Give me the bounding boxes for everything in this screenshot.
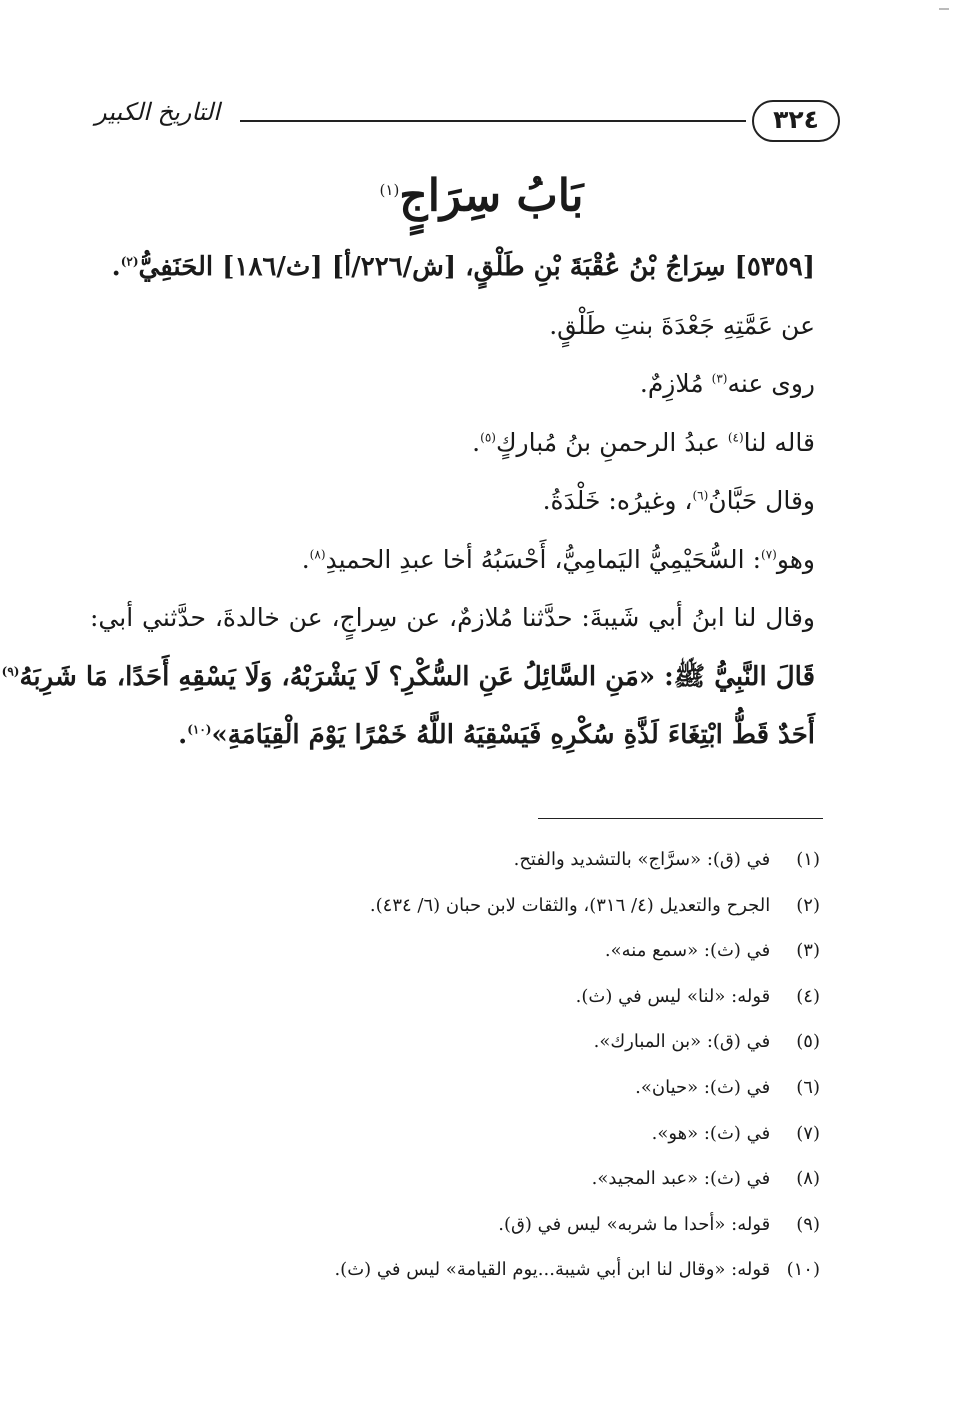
footnote-text: في (ق): «بن المبارك». — [593, 1031, 771, 1053]
running-header — [95, 96, 840, 146]
chapter-title-text: بَابُ سِرَاجٍ — [399, 170, 584, 222]
entry-line: عن عَمَّتِهِ جَعْدَةَ بنتِ طَلْقٍ. — [549, 310, 815, 340]
footnote-number: (١) — [796, 849, 820, 870]
footnote-ref: (٢) — [120, 254, 139, 269]
entry-heading-text: [٥٣٥٩] سِرَاجُ بْنُ عُقْبَةَ بْنِ طَلْقٍ، [ش/٢٢٦/أ] [ث/١٨٦] الحَنَفِيُّ — [138, 252, 815, 282]
footnote-text: قوله: «وقال لنا ابن أبي شيبة...يوم القيامة» ليس في (ث). — [334, 1259, 771, 1281]
footnote-separator — [538, 818, 823, 819]
footnote — [180, 1248, 820, 1294]
footnote-text: في (ث): «سمع منه». — [604, 940, 771, 962]
text-run: مُلازِمٌ. — [639, 369, 712, 398]
entry-line — [90, 531, 815, 590]
footnote — [180, 1020, 820, 1066]
footnote-ref: (٧) — [761, 547, 777, 562]
footnote — [180, 1066, 820, 1112]
footnotes — [180, 838, 820, 1294]
footnote-ref: (٤) — [727, 430, 744, 445]
footnote — [180, 1112, 820, 1158]
header-rule — [240, 120, 746, 122]
chapter-title — [0, 155, 963, 232]
text-run: : السُّحَيْمِيُّ اليَمامِيُّ، أَحْسَبُهُ أخا عبدِ الحميدِ — [325, 544, 761, 574]
footnote-ref: (٦) — [692, 488, 709, 503]
footnote-text: في (ث): «حيان». — [635, 1076, 771, 1098]
footnote-ref: (٥) — [480, 430, 496, 445]
footnote-text: في (ث): «هو». — [651, 1122, 771, 1144]
footnote-number: (٢) — [796, 894, 820, 916]
footnote — [180, 838, 820, 884]
punct: . — [178, 720, 188, 750]
text-run: ، وغيرُه: خَلْدَةُ. — [542, 486, 693, 515]
footnote-number: (٨) — [796, 1168, 820, 1190]
entry-heading — [90, 238, 815, 297]
footnote-number: (١٠) — [786, 1259, 820, 1281]
text-run: وهو — [776, 544, 815, 574]
entry-line: وقال لنا ابنُ أبي شَيبةَ: حدَّثنا مُلازمٌ، عن سِراجٍ، عن خالدةَ، حدَّثني أبي: — [90, 603, 815, 632]
punct: . — [472, 427, 481, 457]
footnote-number: (٩) — [796, 1213, 820, 1235]
footnote-number: (٥) — [796, 1031, 820, 1053]
footnote-ref: (٩) — [1, 663, 20, 678]
footnote-number: (٤) — [796, 985, 820, 1007]
book-title: التاريخ الكبير — [95, 98, 220, 126]
footnote-number: (٦) — [796, 1076, 820, 1098]
footnote-ref: (٨) — [309, 547, 326, 562]
page-number: ٣٢٤ — [752, 100, 840, 142]
footnote-number: (٣) — [796, 940, 820, 962]
entry-line — [90, 414, 815, 473]
text-run: روى عنه — [727, 369, 815, 398]
entry-body — [1, 238, 815, 765]
footnote — [180, 1157, 820, 1203]
footnote-text: في (ث): «عبد المجيد». — [591, 1168, 771, 1190]
corner-mark — [939, 8, 949, 10]
footnote — [180, 929, 820, 975]
footnote-text: قوله: «أحدا ما شربه» ليس في (ق). — [498, 1213, 771, 1235]
hadith-text: قَالَ النَّبِيُّ ﷺ: «مَنِ السَّائِلُ عَنِ السُّكْرِ؟ لَا يَشْرَبْهُ، وَلَا يَسْقِهِ أَحَدًا، مَا شَرِبَهُ — [19, 661, 815, 692]
footnote-ref: (١٠) — [187, 722, 212, 737]
footnote — [180, 975, 820, 1021]
chapter-footnote-ref: (١) — [379, 181, 400, 199]
text-run: قاله لنا — [743, 427, 815, 457]
entry-line — [90, 472, 815, 531]
hadith-line — [90, 706, 815, 765]
footnote-ref: (٣) — [711, 371, 728, 386]
footnote — [180, 884, 820, 930]
hadith-text: أَحَدٌ قَطُّ ابْتِغَاءَ لَذَّةِ سُكْرِهِ فَيَسْقِيَهُ اللَّهُ خَمْرًا يَوْمَ الْقِيَامَةِ» — [211, 720, 815, 750]
footnote-text: الجرح والتعديل (٤/ ٣١٦)، والثقات لابن حبان (٦/ ٤٣٤). — [369, 894, 771, 916]
footnote-number: (٧) — [796, 1122, 820, 1144]
entry-line — [90, 355, 815, 414]
text-run: عبدُ الرحمنِ بنُ مُباركٍ — [495, 427, 728, 457]
footnote-text: قوله: «لنا» ليس في (ث). — [575, 985, 771, 1007]
footnote — [180, 1203, 820, 1249]
hadith-line — [1, 648, 815, 707]
footnote-text: في (ق): «سرَّاج» بالتشديد والفتح. — [513, 849, 771, 870]
text-run: وقال حَبَّانُ — [708, 486, 815, 515]
punct: . — [301, 544, 310, 574]
punct: . — [111, 252, 121, 282]
